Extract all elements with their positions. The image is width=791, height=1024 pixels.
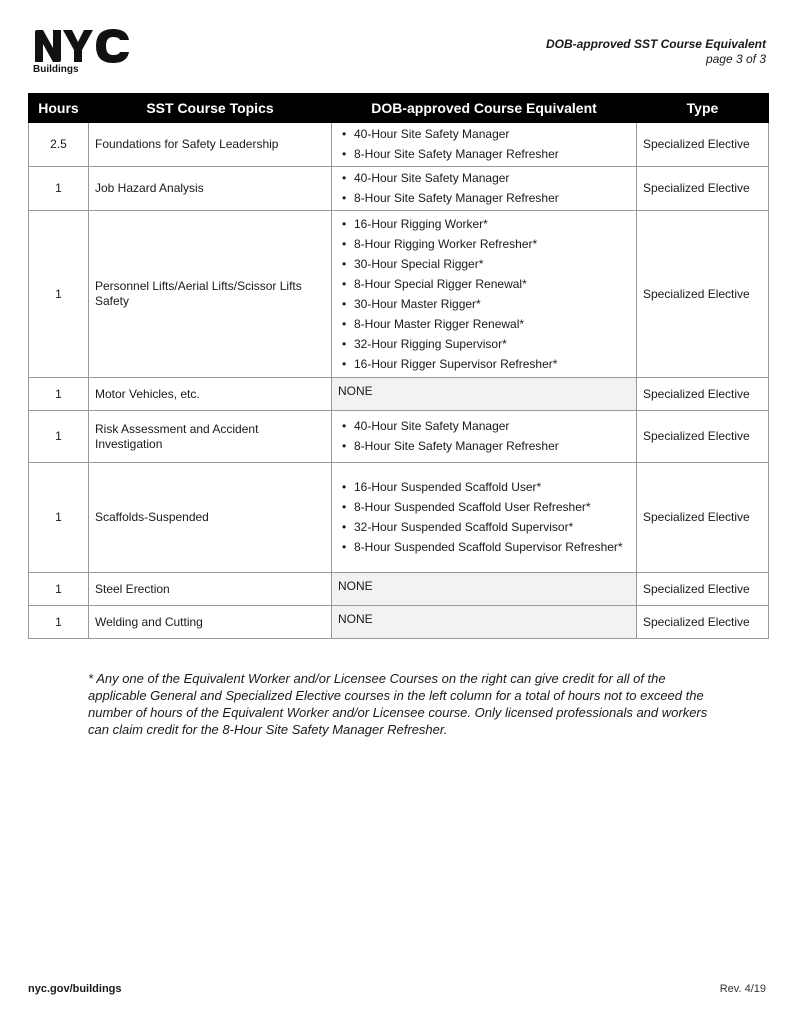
topic-cell: Motor Vehicles, etc.	[89, 378, 332, 411]
list-item: • 8-Hour Site Safety Manager Refresher	[338, 191, 630, 206]
hours-cell: 1	[29, 211, 89, 378]
topic-cell: Personnel Lifts/Aerial Lifts/Scissor Lifts Safety	[89, 211, 332, 378]
column-header-hours: Hours	[29, 94, 89, 123]
topic-cell: Scaffolds-Suspended	[89, 463, 332, 573]
equivalent-cell	[332, 463, 637, 573]
type-cell: Specialized Elective	[637, 378, 769, 411]
column-header-equivalent: DOB-approved Course Equivalent	[332, 94, 637, 123]
type-cell: Specialized Elective	[637, 167, 769, 211]
type-cell: Specialized Elective	[637, 463, 769, 573]
list-item: • 40-Hour Site Safety Manager	[338, 419, 630, 434]
list-item: • 16-Hour Rigger Supervisor Refresher*	[338, 357, 630, 372]
table-row	[29, 463, 769, 573]
document-header	[546, 37, 766, 67]
type-cell: Specialized Elective	[637, 573, 769, 606]
type-cell: Specialized Elective	[637, 123, 769, 167]
hours-cell: 1	[29, 573, 89, 606]
equivalent-list	[338, 217, 630, 372]
topic-cell: Job Hazard Analysis	[89, 167, 332, 211]
hours-cell: 1	[29, 606, 89, 639]
column-header-type: Type	[637, 94, 769, 123]
equivalent-none-cell: NONE	[332, 606, 637, 639]
equivalent-none-cell: NONE	[332, 573, 637, 606]
list-item: • 8-Hour Site Safety Manager Refresher	[338, 439, 630, 454]
list-item: • 16-Hour Suspended Scaffold User*	[338, 480, 630, 495]
equivalent-list	[338, 480, 630, 555]
footer-website-link[interactable]: nyc.gov/buildings	[28, 983, 122, 995]
footer-revision: Rev. 4/19	[719, 983, 766, 995]
table-row	[29, 123, 769, 167]
list-item: • 8-Hour Special Rigger Renewal*	[338, 277, 630, 292]
topic-cell: Risk Assessment and Accident Investigation	[89, 411, 332, 463]
hours-cell: 2.5	[29, 123, 89, 167]
list-item: • 8-Hour Site Safety Manager Refresher	[338, 147, 630, 162]
hours-cell: 1	[29, 463, 89, 573]
type-cell: Specialized Elective	[637, 606, 769, 639]
equivalent-cell	[332, 167, 637, 211]
list-item: • 30-Hour Special Rigger*	[338, 257, 630, 272]
type-cell: Specialized Elective	[637, 211, 769, 378]
nyc-logo-icon	[33, 28, 131, 64]
column-header-topics: SST Course Topics	[89, 94, 332, 123]
list-item: • 40-Hour Site Safety Manager	[338, 127, 630, 142]
list-item: • 8-Hour Master Rigger Renewal*	[338, 317, 630, 332]
equivalent-list	[338, 127, 630, 162]
table-row	[29, 378, 769, 411]
table-row	[29, 573, 769, 606]
list-item: • 32-Hour Suspended Scaffold Supervisor*	[338, 520, 630, 535]
page-number: page 3 of 3	[705, 52, 766, 66]
equivalent-cell	[332, 211, 637, 378]
topic-cell: Steel Erection	[89, 573, 332, 606]
table-row	[29, 167, 769, 211]
list-item: • 8-Hour Suspended Scaffold Supervisor Refresher*	[338, 540, 630, 555]
logo-subtitle: Buildings	[33, 64, 79, 75]
equivalent-cell	[332, 123, 637, 167]
list-item: • 30-Hour Master Rigger*	[338, 297, 630, 312]
topic-cell: Welding and Cutting	[89, 606, 332, 639]
hours-cell: 1	[29, 167, 89, 211]
list-item: • 32-Hour Rigging Supervisor*	[338, 337, 630, 352]
list-item: • 8-Hour Rigging Worker Refresher*	[338, 237, 630, 252]
equivalent-none-cell: NONE	[332, 378, 637, 411]
type-cell: Specialized Elective	[637, 411, 769, 463]
table-row	[29, 606, 769, 639]
hours-cell: 1	[29, 378, 89, 411]
table-header-row	[29, 94, 769, 123]
equivalent-list	[338, 419, 630, 454]
hours-cell: 1	[29, 411, 89, 463]
list-item: • 40-Hour Site Safety Manager	[338, 171, 630, 186]
equivalent-list	[338, 171, 630, 206]
document-title: DOB-approved SST Course Equivalent	[545, 37, 766, 51]
table-row	[29, 411, 769, 463]
footnote: * Any one of the Equivalent Worker and/or Licensee Courses on the right can give credit for all of the applicable General and Specialized Elective courses in the left column for a total of hours not to exceed the number of hours of the Equivalent Worker and/or Licensee course. Only licensed professionals and workers can claim credit for the 8-Hour Site Safety Manager Refresher.	[88, 671, 708, 737]
equivalent-cell	[332, 411, 637, 463]
sst-course-table	[28, 93, 769, 639]
table-row	[29, 211, 769, 378]
list-item: • 16-Hour Rigging Worker*	[338, 217, 630, 232]
list-item: • 8-Hour Suspended Scaffold User Refresher*	[338, 500, 630, 515]
topic-cell: Foundations for Safety Leadership	[89, 123, 332, 167]
